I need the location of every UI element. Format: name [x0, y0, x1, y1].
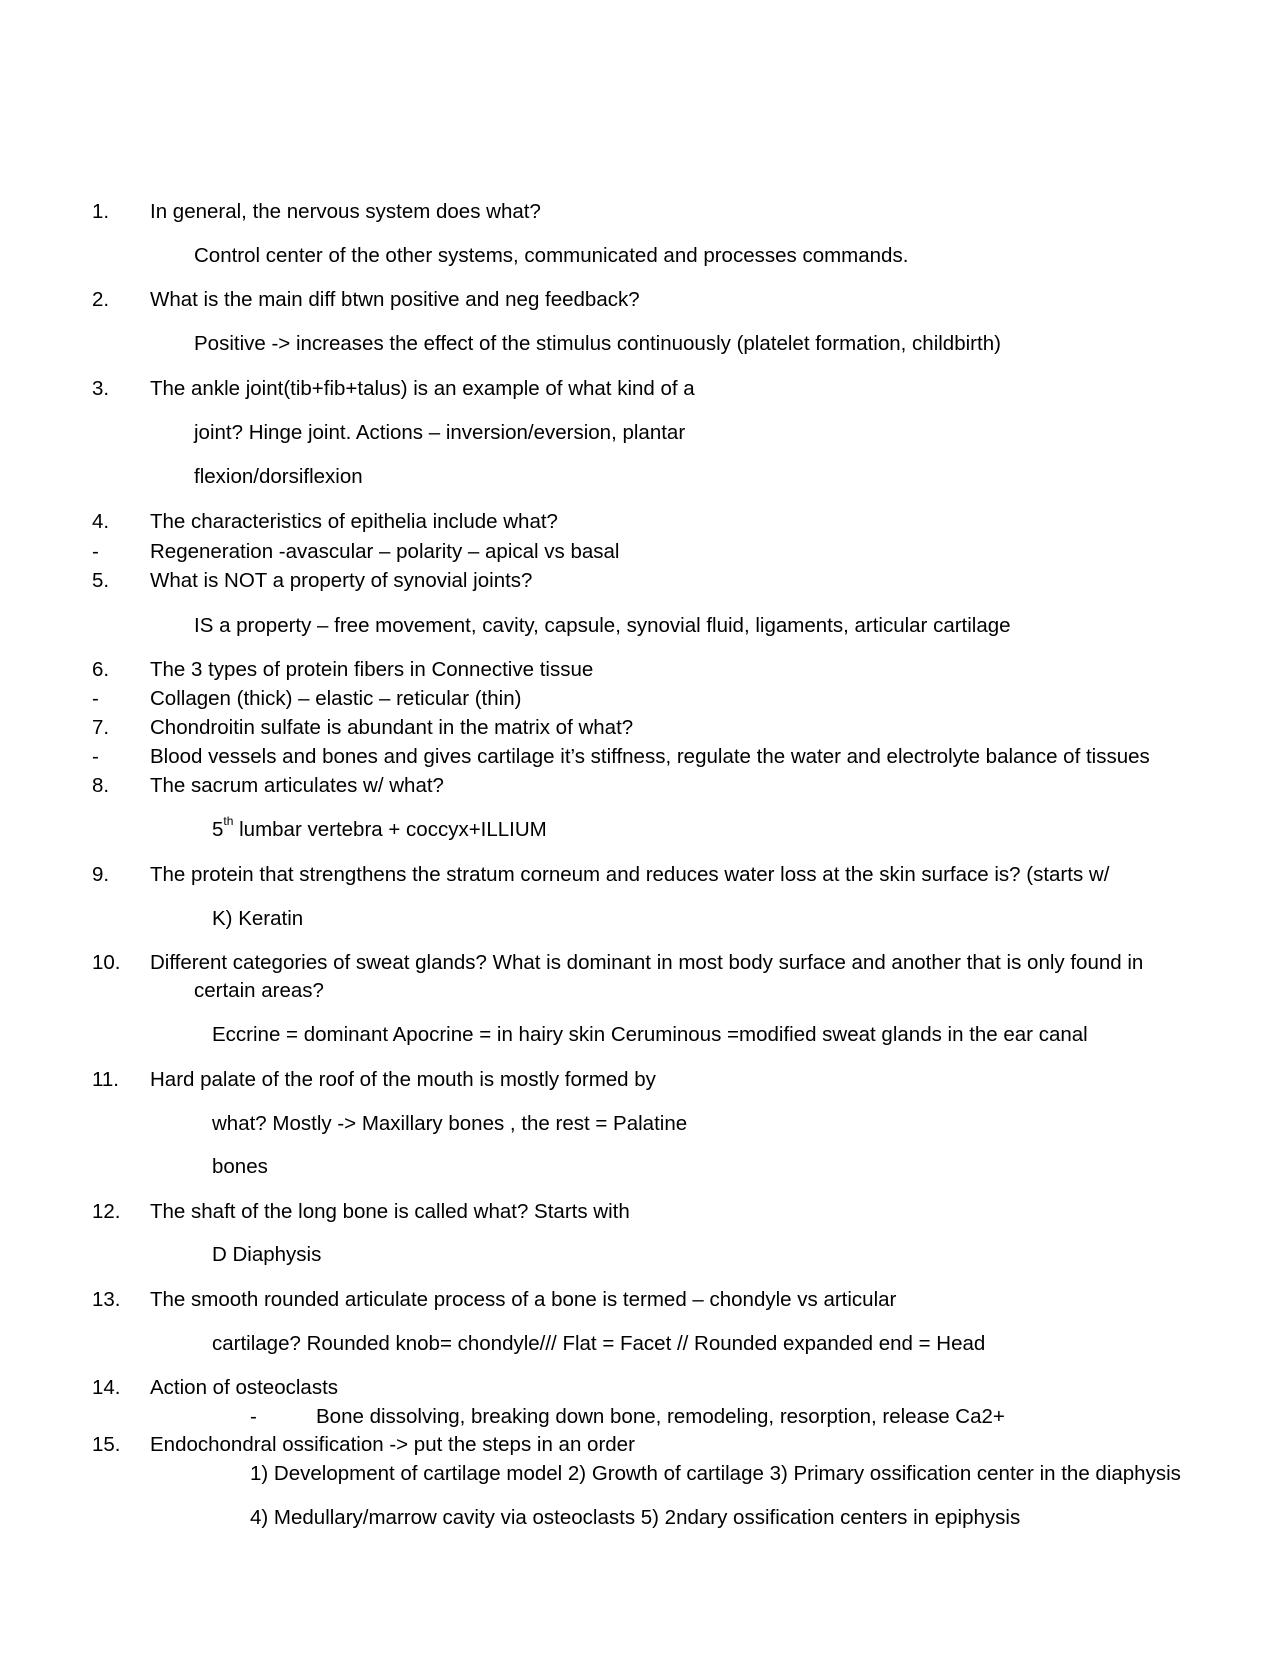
question-text: The ankle joint(tib+fib+talus) is an example of what kind of a	[150, 377, 695, 400]
bullet-dash: -	[92, 745, 99, 768]
item-number: 11.	[92, 1068, 119, 1091]
question-text: Different categories of sweat glands? What is dominant in most body surface and another that is only found in	[150, 951, 1144, 974]
item-number: 9.	[92, 863, 110, 886]
item-number: 6.	[92, 658, 110, 681]
answer-text: cartilage? Rounded knob= chondyle/// Flat = Facet // Rounded expanded end = Head	[212, 1332, 986, 1355]
answer-prefix: 5	[212, 818, 224, 841]
answer-text: flexion/dorsiflexion	[194, 465, 363, 488]
answer-text: Blood vessels and bones and gives cartilage it’s stiffness, regulate the water and electrolyte balance of tissues	[150, 745, 1150, 768]
item-number: 8.	[92, 774, 110, 797]
item-number: 14.	[92, 1376, 121, 1399]
question-text: Action of osteoclasts	[150, 1376, 339, 1399]
answer-text: joint? Hinge joint. Actions – inversion/eversion, plantar	[194, 421, 686, 444]
answer-suffix: lumbar vertebra + coccyx+ILLIUM	[233, 818, 547, 841]
item-number: 15.	[92, 1433, 121, 1456]
item-number: 4.	[92, 510, 110, 533]
answer-text: bones	[212, 1155, 268, 1178]
item-number: 3.	[92, 377, 110, 400]
item-number: 10.	[92, 951, 121, 974]
question-text: Hard palate of the roof of the mouth is mostly formed by	[150, 1068, 656, 1091]
bullet-dash: -	[92, 687, 99, 710]
ordinal-superscript: th	[223, 814, 234, 829]
question-text: The characteristics of epithelia include what?	[150, 510, 558, 533]
answer-text: what? Mostly -> Maxillary bones , the rest = Palatine	[212, 1112, 688, 1135]
bullet-dash: -	[250, 1405, 257, 1428]
answer-text	[212, 814, 547, 842]
answer-text: Control center of the other systems, communicated and processes commands.	[194, 244, 909, 267]
question-continuation: certain areas?	[194, 979, 324, 1002]
question-text: The 3 types of protein fibers in Connective tissue	[150, 658, 594, 681]
question-text: The sacrum articulates w/ what?	[150, 774, 444, 797]
question-text: The smooth rounded articulate process of a bone is termed – chondyle vs articular	[150, 1288, 897, 1311]
item-number: 13.	[92, 1288, 121, 1311]
answer-text: 4) Medullary/marrow cavity via osteoclasts 5) 2ndary ossification centers in epiphysis	[250, 1506, 1021, 1529]
answer-text: Positive -> increases the effect of the stimulus continuously (platelet formation, childbirth)	[194, 332, 1001, 355]
item-number: 12.	[92, 1200, 121, 1223]
answer-text: K) Keratin	[212, 907, 304, 930]
answer-text: Regeneration -avascular – polarity – apical vs basal	[150, 540, 620, 563]
question-text: Endochondral ossification -> put the steps in an order	[150, 1433, 635, 1456]
question-text: What is the main diff btwn positive and neg feedback?	[150, 288, 640, 311]
item-number: 5.	[92, 569, 110, 592]
answer-text: Eccrine = dominant Apocrine = in hairy skin Ceruminous =modified sweat glands in the ear canal	[212, 1023, 1088, 1046]
question-text: The shaft of the long bone is called what? Starts with	[150, 1200, 630, 1223]
item-number: 1.	[92, 200, 110, 223]
item-number: 2.	[92, 288, 110, 311]
question-text: In general, the nervous system does what?	[150, 200, 541, 223]
question-text: The protein that strengthens the stratum corneum and reduces water loss at the skin surface is? (starts w/	[150, 863, 1110, 886]
answer-text: Collagen (thick) – elastic – reticular (thin)	[150, 687, 522, 710]
item-number: 7.	[92, 716, 110, 739]
bullet-dash: -	[92, 540, 99, 563]
question-text: Chondroitin sulfate is abundant in the matrix of what?	[150, 716, 634, 739]
question-text: What is NOT a property of synovial joints?	[150, 569, 533, 592]
answer-text: D Diaphysis	[212, 1243, 322, 1266]
answer-text: 1) Development of cartilage model 2) Growth of cartilage 3) Primary ossification center in the diaphysis	[250, 1462, 1181, 1485]
answer-text: IS a property – free movement, cavity, capsule, synovial fluid, ligaments, articular cartilage	[194, 614, 1011, 637]
answer-text: Bone dissolving, breaking down bone, remodeling, resorption, release Ca2+	[316, 1405, 1005, 1428]
